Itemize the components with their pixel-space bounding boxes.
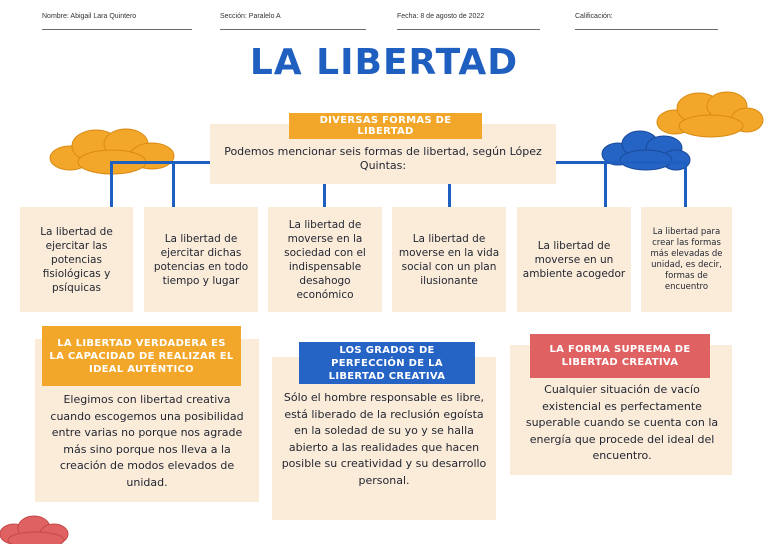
connector-1 bbox=[110, 161, 113, 207]
fecha-text: Fecha: 8 de agosto de 2022 bbox=[397, 13, 485, 20]
item-6: La libertad para crear las formas más elevadas de unidad, es decir, formas de encuentro bbox=[641, 207, 732, 312]
connector-3 bbox=[323, 183, 326, 207]
section-3-text: Cualquier situación de vacío existencial es perfectamente superable cuando se cuenta con la energía que procede del ideal del encuentro. bbox=[525, 383, 719, 462]
connector-2 bbox=[172, 161, 175, 207]
item-1: La libertad de ejercitar las potencias fisiológicas y psíquicas bbox=[20, 207, 133, 312]
section-2-label: LOS GRADOS DE PERFECCIÓN DE LA LIBERTAD CREATIVA bbox=[299, 342, 475, 384]
calificacion-text: Calificación: bbox=[575, 13, 613, 20]
intro-text: Podemos mencionar seis formas de libertad, según López Quintas: bbox=[224, 145, 542, 172]
nombre-field bbox=[42, 13, 192, 30]
connector-right bbox=[556, 161, 687, 164]
section-3-label: LA FORMA SUPREMA DE LIBERTAD CREATIVA bbox=[530, 334, 710, 378]
section-2-text: Sólo el hombre responsable es libre, está liberado de la reclusión egoísta en la soledad de su yo y se halla abierto a las realidades que hacen posible su creatividad y su desarrollo personal. bbox=[281, 391, 487, 487]
seccion-field bbox=[220, 13, 366, 30]
intro-label: DIVERSAS FORMAS DE LIBERTAD bbox=[289, 113, 482, 139]
calificacion-field bbox=[575, 13, 718, 30]
page-title: LA LIBERTAD bbox=[249, 42, 519, 83]
nombre-text: Nombre: Abigail Lara Quintero bbox=[42, 13, 137, 20]
orange-cloud-right-icon bbox=[655, 86, 765, 140]
connector-left bbox=[110, 161, 210, 164]
item-4: La libertad de moverse en la vida social con un plan ilusionante bbox=[392, 207, 506, 312]
section-1-text: Elegimos con libertad creativa cuando escogemos una posibilidad entre varias no porque nos agrade más sino porque nos lleva a la creación de modos elevados de unidad. bbox=[50, 393, 244, 489]
connector-5 bbox=[604, 161, 607, 207]
item-2: La libertad de ejercitar dichas potencias en todo tiempo y lugar bbox=[144, 207, 258, 312]
fecha-field bbox=[397, 13, 540, 30]
seccion-text: Sección: Paralelo A bbox=[220, 13, 281, 20]
section-1-label: LA LIBERTAD VERDADERA ES LA CAPACIDAD DE REALIZAR EL IDEAL AUTÉNTICO bbox=[42, 326, 241, 386]
item-3: La libertad de moverse en la sociedad con el indispensable desahogo económico bbox=[268, 207, 382, 312]
item-5: La libertad de moverse en un ambiente acogedor bbox=[517, 207, 631, 312]
connector-4 bbox=[448, 183, 451, 207]
connector-6 bbox=[684, 161, 687, 207]
orange-cloud-left-icon bbox=[48, 118, 180, 176]
red-cloud-icon bbox=[0, 512, 72, 544]
